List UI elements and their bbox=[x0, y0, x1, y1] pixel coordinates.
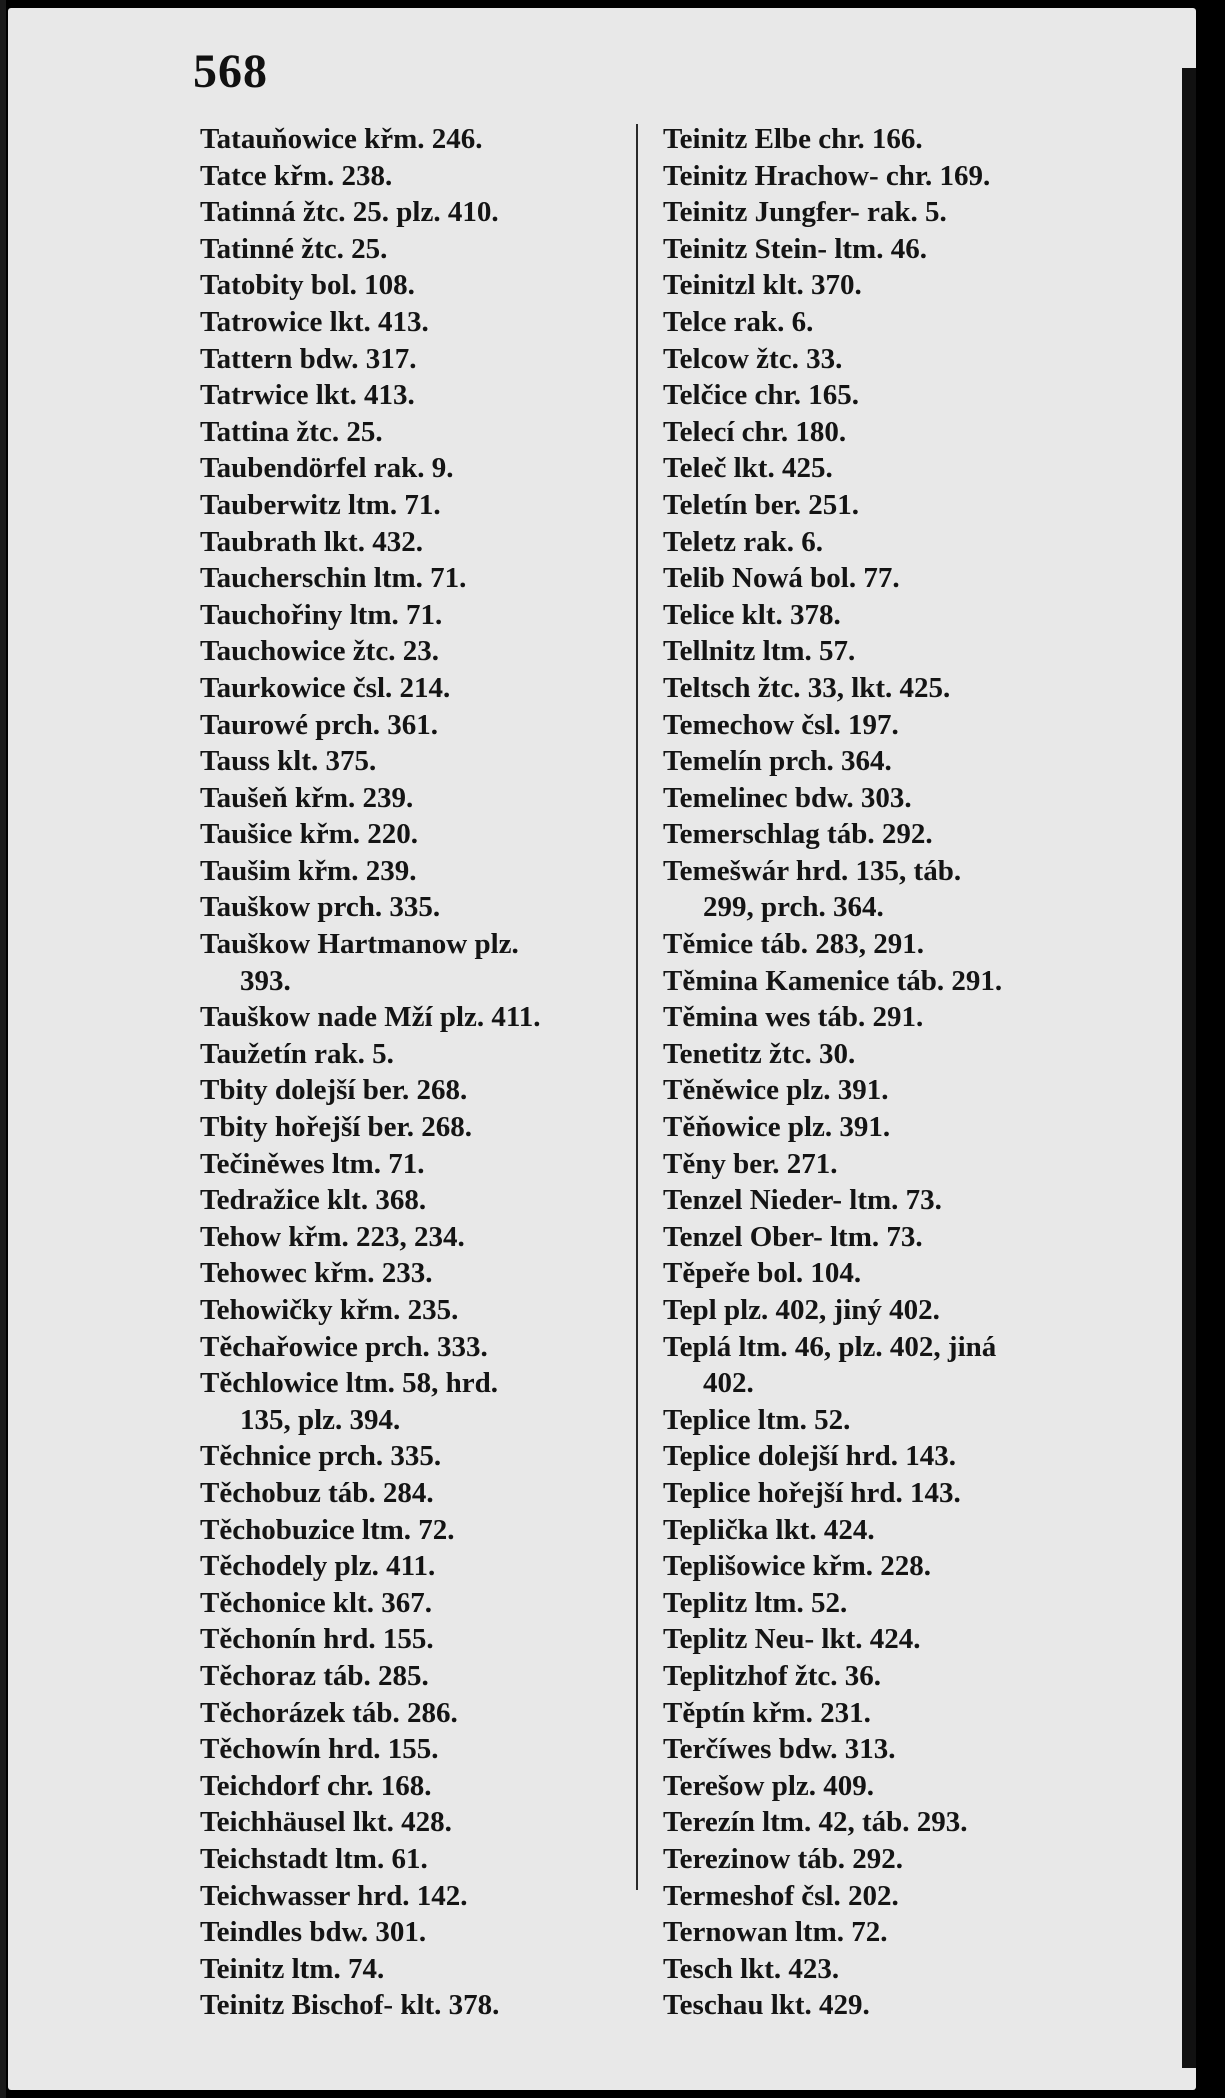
index-entry: Teinitz ltm. 74. bbox=[200, 1952, 385, 1985]
index-entry: Teplitzhof žtc. 36. bbox=[663, 1659, 882, 1692]
index-entry: Tatrowice lkt. 413. bbox=[200, 305, 429, 338]
index-entry: Těchorázek táb. 286. bbox=[200, 1696, 458, 1729]
index-entry: 393. bbox=[240, 964, 291, 997]
index-entry: Teleč lkt. 425. bbox=[663, 452, 833, 485]
index-entry: Tatauňowice křm. 246. bbox=[200, 123, 483, 155]
index-entry: Terčíwes bdw. 313. bbox=[663, 1733, 896, 1766]
index-entry: Taucherschin ltm. 71. bbox=[200, 562, 467, 595]
index-entry: Tedražice klt. 368. bbox=[200, 1184, 427, 1217]
index-entry: Teindles bdw. 301. bbox=[200, 1916, 427, 1949]
index-entry: Tatinné žtc. 25. bbox=[200, 232, 388, 265]
index-entry: Teletz rak. 6. bbox=[663, 525, 824, 558]
index-entry: Teschau lkt. 429. bbox=[663, 1989, 870, 2022]
index-entry: Telib Nowá bol. 77. bbox=[663, 562, 900, 595]
index-entry: Tečiněwes ltm. 71. bbox=[200, 1147, 425, 1180]
index-entry: Těchowín hrd. 155. bbox=[200, 1733, 439, 1766]
index-entry: 402. bbox=[703, 1367, 754, 1400]
index-entry: Těňowice plz. 391. bbox=[663, 1111, 891, 1144]
index-entry: Teinitz Elbe chr. 166. bbox=[663, 123, 923, 155]
index-entry: 299, prch. 364. bbox=[703, 891, 884, 924]
index-entry: Taurkowice čsl. 214. bbox=[200, 671, 451, 704]
index-entry: Těchodely plz. 411. bbox=[200, 1550, 436, 1583]
index-entry: Taušeň křm. 239. bbox=[200, 781, 414, 814]
index-entry: Teplice hořejší hrd. 143. bbox=[663, 1476, 961, 1509]
index-entry: Telčice chr. 165. bbox=[663, 379, 859, 412]
index-entry: Tatobity bol. 108. bbox=[200, 269, 415, 302]
index-entry: Temešwár hrd. 135, táb. bbox=[663, 854, 962, 887]
index-entry: Tellnitz ltm. 57. bbox=[663, 635, 856, 668]
index-entry: Těmice táb. 283, 291. bbox=[663, 928, 924, 961]
index-entry: Teichstadt ltm. 61. bbox=[200, 1842, 428, 1875]
index-entry: Tattern bdw. 317. bbox=[200, 342, 417, 375]
index-entry: Těchoraz táb. 285. bbox=[200, 1659, 429, 1692]
index-entry: Temechow čsl. 197. bbox=[663, 708, 899, 741]
index-entry: Teletín ber. 251. bbox=[663, 488, 860, 521]
index-entry: Tenzel Ober- ltm. 73. bbox=[663, 1220, 923, 1253]
index-entry: Teichwasser hrd. 142. bbox=[200, 1879, 468, 1912]
index-entry: Taurowé prch. 361. bbox=[200, 708, 438, 741]
index-entry: Teinitzl klt. 370. bbox=[663, 269, 862, 302]
scan-right-shadow bbox=[1182, 68, 1196, 2068]
index-entry: Těněwice plz. 391. bbox=[663, 1074, 889, 1107]
index-entry: Telce rak. 6. bbox=[663, 305, 814, 338]
index-entry: Tesch lkt. 423. bbox=[663, 1952, 840, 1985]
index-entry: Těchobuz táb. 284. bbox=[200, 1476, 434, 1509]
index-entry: Teinitz Stein- ltm. 46. bbox=[663, 232, 927, 265]
index-entry: Tehowec křm. 233. bbox=[200, 1257, 433, 1290]
index-entry: Taubrath lkt. 432. bbox=[200, 525, 423, 558]
index-entry: Tehowičky křm. 235. bbox=[200, 1294, 459, 1326]
index-entry: Tenetitz žtc. 30. bbox=[663, 1037, 856, 1070]
index-entry: Teplička lkt. 424. bbox=[663, 1513, 875, 1546]
index-entry: Tattina žtc. 25. bbox=[200, 415, 383, 448]
index-entry: Tauberwitz ltm. 71. bbox=[200, 488, 441, 521]
index-entry: Taušice křm. 220. bbox=[200, 818, 419, 851]
index-entry: Tenzel Nieder- ltm. 73. bbox=[663, 1184, 942, 1217]
index-column-right bbox=[663, 121, 1083, 2024]
index-entry: Teplice ltm. 52. bbox=[663, 1403, 851, 1436]
index-entry: Temelín prch. 364. bbox=[663, 745, 892, 778]
index-entry: Taubendörfel rak. 9. bbox=[200, 452, 454, 485]
index-entry: Teplice dolejší hrd. 143. bbox=[663, 1440, 956, 1473]
index-entry: 135, plz. 394. bbox=[240, 1403, 401, 1436]
index-entry: Těchařowice prch. 333. bbox=[200, 1330, 488, 1363]
index-entry: Teplišowice křm. 228. bbox=[663, 1550, 931, 1583]
index-entry: Těny ber. 271. bbox=[663, 1147, 838, 1180]
index-entry: Tbity dolejší ber. 268. bbox=[200, 1074, 468, 1107]
index-entry: Těptín křm. 231. bbox=[663, 1696, 871, 1729]
index-entry: Telice klt. 378. bbox=[663, 598, 841, 631]
index-entry: Těpeře bol. 104. bbox=[663, 1257, 862, 1290]
index-entry: Tauškow prch. 335. bbox=[200, 891, 441, 924]
index-entry: Terešow plz. 409. bbox=[663, 1769, 875, 1802]
index-entry: Těmina wes táb. 291. bbox=[663, 1001, 924, 1034]
index-column-left bbox=[200, 121, 620, 2024]
index-entry: Teplá ltm. 46, plz. 402, jiná bbox=[663, 1330, 997, 1363]
index-entry: Tatinná žtc. 25. plz. 410. bbox=[200, 196, 499, 229]
column-divider bbox=[636, 124, 638, 1890]
page-number: 568 bbox=[193, 45, 268, 98]
index-entry: Tauchořiny ltm. 71. bbox=[200, 598, 443, 631]
index-entry: Teichdorf chr. 168. bbox=[200, 1769, 432, 1802]
index-entry: Temelinec bdw. 303. bbox=[663, 781, 912, 814]
index-entry: Telcow žtc. 33. bbox=[663, 342, 843, 375]
index-entry: Ternowan ltm. 72. bbox=[663, 1916, 888, 1949]
scan-left-edge bbox=[0, 0, 6, 2098]
index-entry: Tauškow Hartmanow plz. bbox=[200, 928, 519, 961]
index-entry: Těchonín hrd. 155. bbox=[200, 1623, 434, 1656]
index-entry: Teltsch žtc. 33, lkt. 425. bbox=[663, 671, 951, 704]
index-entry: Teichhäusel lkt. 428. bbox=[200, 1806, 452, 1839]
index-entry: Tbity hořejší ber. 268. bbox=[200, 1111, 473, 1144]
index-entry: Tatce křm. 238. bbox=[200, 159, 393, 192]
index-entry: Taušim křm. 239. bbox=[200, 854, 417, 887]
book-page bbox=[8, 8, 1196, 2090]
index-entry: Těchlowice ltm. 58, hrd. bbox=[200, 1367, 499, 1400]
index-entry: Terezinow táb. 292. bbox=[663, 1842, 904, 1875]
index-entry: Těchnice prch. 335. bbox=[200, 1440, 442, 1473]
index-entry: Těmina Kamenice táb. 291. bbox=[663, 964, 1003, 997]
index-entry: Tepl plz. 402, jiný 402. bbox=[663, 1294, 940, 1326]
index-entry: Tauškow nade Mží plz. 411. bbox=[200, 1001, 541, 1034]
index-entry: Teplitz Neu- lkt. 424. bbox=[663, 1623, 921, 1656]
index-entry: Temerschlag táb. 292. bbox=[663, 818, 933, 851]
index-entry: Teinitz Bischof- klt. 378. bbox=[200, 1989, 500, 2022]
index-entry: Terezín ltm. 42, táb. 293. bbox=[663, 1806, 968, 1839]
index-entry: Tatrwice lkt. 413. bbox=[200, 379, 415, 412]
index-entry: Telecí chr. 180. bbox=[663, 415, 847, 448]
index-entry: Tauchowice žtc. 23. bbox=[200, 635, 439, 668]
index-entry: Tehow křm. 223, 234. bbox=[200, 1220, 465, 1253]
index-entry: Těchonice klt. 367. bbox=[200, 1586, 432, 1619]
index-entry: Teinitz Hrachow- chr. 169. bbox=[663, 159, 991, 192]
index-entry: Teinitz Jungfer- rak. 5. bbox=[663, 196, 947, 229]
index-entry: Tauss klt. 375. bbox=[200, 745, 377, 778]
index-entry: Těchobuzice ltm. 72. bbox=[200, 1513, 455, 1546]
index-entry: Teplitz ltm. 52. bbox=[663, 1586, 848, 1619]
index-entry: Termeshof čsl. 202. bbox=[663, 1879, 899, 1912]
index-entry: Taužetín rak. 5. bbox=[200, 1037, 394, 1070]
